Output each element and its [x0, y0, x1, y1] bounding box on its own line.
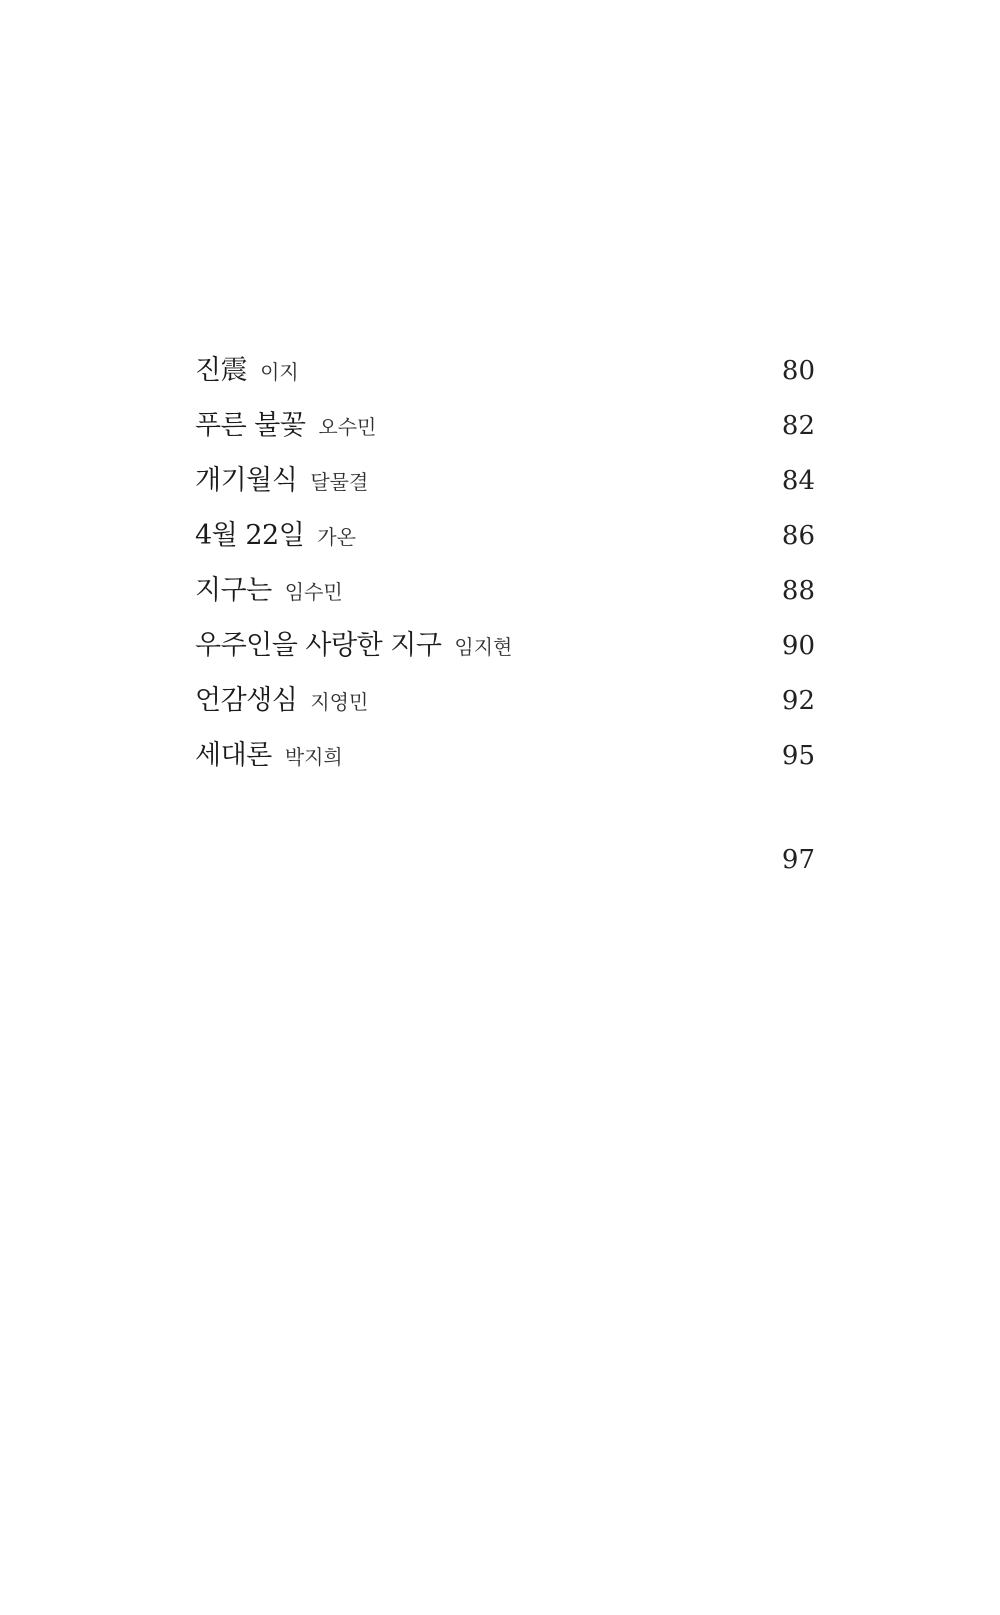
entry-author: 가온	[317, 525, 356, 549]
toc-entry	[195, 348, 815, 403]
entry-author: 이지	[260, 360, 299, 384]
toc-entry	[195, 403, 815, 458]
entry-title: 푸른 불꽃	[195, 410, 306, 441]
toc-entry	[195, 733, 815, 788]
toc-entry	[195, 678, 815, 733]
toc-entry	[195, 513, 815, 568]
entry-author: 임지현	[454, 635, 513, 659]
entry-page-number: 92	[781, 686, 815, 716]
entry-title: 4월 22일	[195, 520, 305, 551]
entry-author: 임수민	[284, 580, 343, 604]
entry-page-number: 90	[781, 631, 815, 661]
entry-page-number: 88	[781, 576, 815, 606]
entry-title: 진震	[195, 355, 248, 386]
toc-entry	[195, 458, 815, 513]
entry-author: 지영민	[310, 690, 369, 714]
entry-author: 박지희	[284, 745, 343, 769]
entry-title: 언감생심	[195, 685, 298, 716]
toc-entry	[195, 623, 815, 678]
footer-page-number: 97	[781, 845, 815, 875]
toc-list	[195, 348, 815, 900]
entry-page-number: 82	[781, 411, 815, 441]
entry-page-number: 86	[781, 521, 815, 551]
entry-title: 개기월식	[195, 465, 298, 496]
entry-title: 세대론	[195, 740, 272, 771]
entry-author: 달물결	[310, 470, 369, 494]
toc-entry	[195, 568, 815, 623]
entry-title: 우주인을 사랑한 지구	[195, 630, 442, 661]
entry-page-number: 95	[781, 741, 815, 771]
toc-footer-row	[195, 845, 815, 900]
entry-author: 오수민	[318, 415, 377, 439]
entry-title: 지구는	[195, 575, 272, 606]
entry-page-number: 84	[781, 466, 815, 496]
entry-page-number: 80	[781, 356, 815, 386]
